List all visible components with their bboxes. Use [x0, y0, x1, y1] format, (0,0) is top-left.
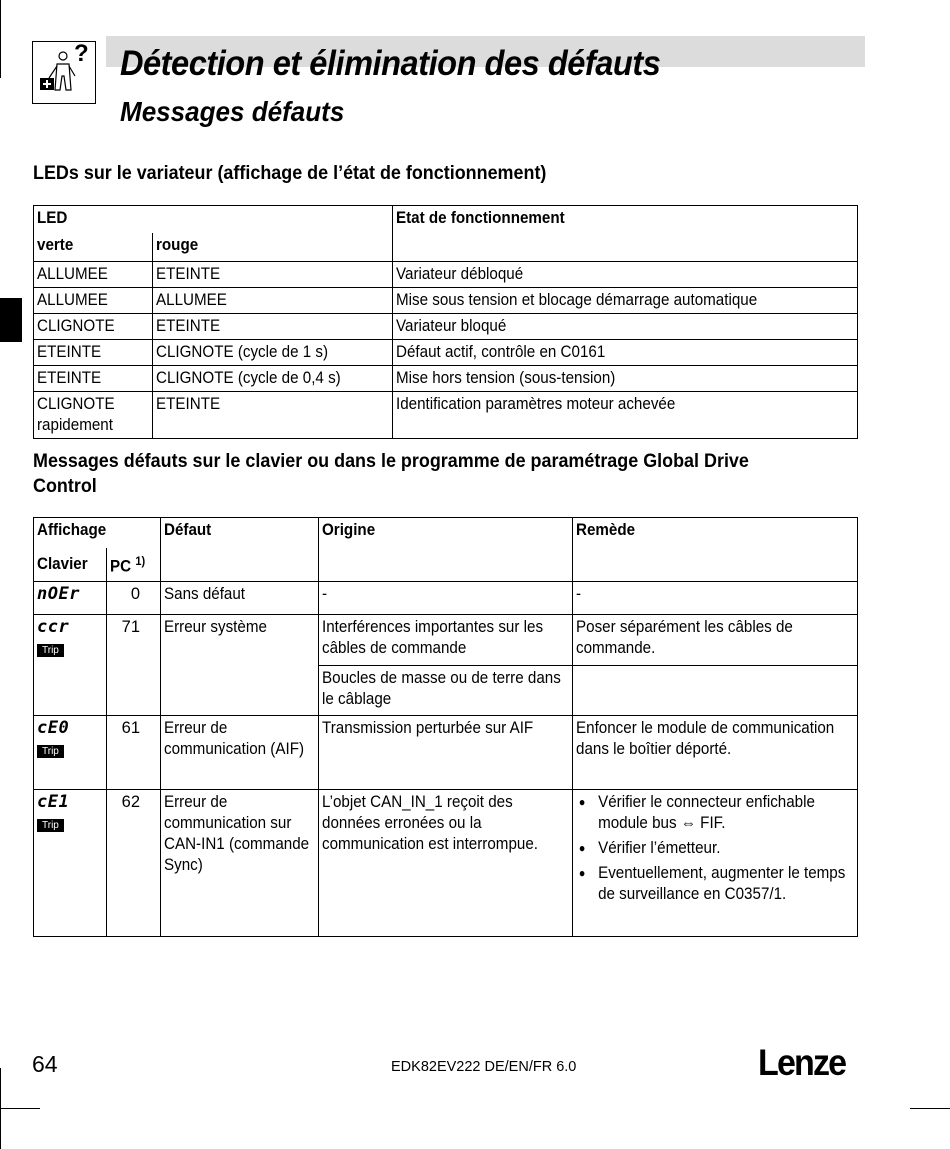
- fault-section-heading: Messages défauts sur le clavier ou dans le programme de paramétrage Global Drive Control: [33, 450, 749, 497]
- table-row: nOEr 0 Sans défaut - -: [34, 582, 858, 615]
- table-row: ALLUMEE ALLUMEE Mise sous tension et blocage démarrage automatique: [34, 288, 858, 314]
- crop-mark: [0, 0, 1, 78]
- crop-mark: [0, 1108, 40, 1109]
- trip-badge: Trip: [37, 644, 64, 657]
- table-row: Boucles de masse ou de terre dans le câblage: [34, 666, 858, 716]
- led-table: [33, 205, 858, 439]
- defaut-header-cell: Défaut: [161, 518, 319, 582]
- crop-mark: [910, 1108, 950, 1109]
- question-mark: ?: [74, 40, 89, 67]
- table-row: CLIGNOTE rapidement ETEINTE Identification paramètres moteur achevée: [34, 392, 858, 439]
- etat-header-cell: Etat de fonctionnement: [393, 206, 858, 262]
- table-row: CLIGNOTE ETEINTE Variateur bloqué: [34, 314, 858, 340]
- rouge-header-cell: rouge: [153, 233, 393, 262]
- led-section-heading: LEDs sur le variateur (affichage de l’état de fonctionnement): [33, 162, 547, 184]
- remede-list: [576, 792, 852, 905]
- lcd-code: cE0: [37, 718, 70, 738]
- verte-header-cell: verte: [34, 233, 153, 262]
- trip-badge: Trip: [37, 819, 64, 832]
- table-row: ccr Trip 71 Erreur système Interférences importantes sur les câbles de commande Poser séparément les câbles de commande.: [34, 615, 858, 666]
- fault-table: [33, 517, 858, 937]
- page-title: Détection et élimination des défauts: [120, 44, 661, 83]
- pc-header-cell: PC $^{1)}$: [107, 548, 161, 582]
- page-number: 64: [32, 1051, 58, 1077]
- lcd-code: ccr: [37, 617, 70, 637]
- side-tab-marker: [0, 298, 22, 342]
- table-row: ALLUMEE ETEINTE Variateur débloqué: [34, 262, 858, 288]
- lcd-code: nOEr: [37, 584, 80, 604]
- led-header-cell: LED: [34, 206, 393, 233]
- affichage-header-cell: Affichage: [34, 518, 161, 548]
- document-code: EDK82EV222 DE/EN/FR 6.0: [391, 1059, 577, 1075]
- list-item: ● Vérifier l’émetteur.: [576, 838, 852, 859]
- table-row: ETEINTE CLIGNOTE (cycle de 0,4 s) Mise hors tension (sous-tension): [34, 366, 858, 392]
- troubleshooting-icon: [32, 41, 96, 104]
- lcd-code: cE1: [37, 792, 70, 812]
- page-subtitle: Messages défauts: [120, 96, 345, 127]
- table-row: ETEINTE CLIGNOTE (cycle de 1 s) Défaut actif, contrôle en C0161: [34, 340, 858, 366]
- origine-header-cell: Origine: [319, 518, 573, 582]
- table-row: cE1 Trip 62 Erreur de communication sur CAN-IN1 (commande Sync) L’objet CAN_IN_1 reçoit des données erronées ou la communication est interrompue. ● Vérifier le connecteur enfichable module bus ⇔ FIF. ● Vérifier l’émetteur. ● Eventuellement, augmenter le temps de surveillance en C0357/1.: [34, 790, 858, 937]
- clavier-header-cell: Clavier: [34, 548, 107, 582]
- table-row: cE0 Trip 61 Erreur de communication (AIF) Transmission perturbée sur AIF Enfoncer le module de communication dans le boîtier déporté.: [34, 716, 858, 790]
- pc-footnote: 1): [135, 554, 146, 568]
- remede-header-cell: Remède: [573, 518, 858, 582]
- list-item: ● Vérifier le connecteur enfichable module bus ⇔ FIF.: [576, 792, 852, 834]
- list-item: ● Eventuellement, augmenter le temps de surveillance en C0357/1.: [576, 863, 852, 905]
- lenze-logo: Lenze: [758, 1042, 846, 1083]
- trip-badge: Trip: [37, 745, 64, 758]
